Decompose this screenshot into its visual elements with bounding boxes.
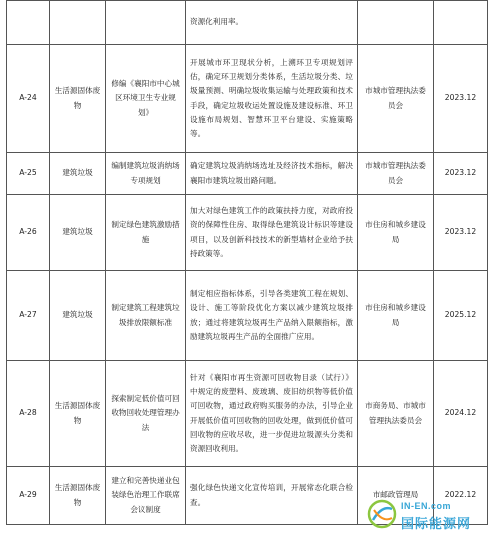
watermark-url: IN-EN.com — [401, 501, 452, 511]
table-row — [7, 361, 488, 467]
row-content: 加大对绿色建筑工作的政策扶持力度，对政府投资的保障性住房、取得绿色建筑设计标识等建设项目，以及创新科技技术的新型墙材企业给予扶持政策等。 — [186, 195, 358, 271]
row-date: 2022.12 — [434, 467, 488, 525]
row-category: 建筑垃圾 — [50, 271, 106, 361]
row-unit — [358, 1, 434, 45]
row-task: 制定建筑工程建筑垃圾排放限额标准 — [106, 271, 186, 361]
row-task — [106, 1, 186, 45]
row-date: 2023.12 — [434, 45, 488, 153]
table-row — [7, 195, 488, 271]
row-id — [7, 1, 50, 45]
row-task: 探索制定低价值可回收物回收处理管理办法 — [106, 361, 186, 467]
row-id: A-26 — [7, 195, 50, 271]
row-content: 资源化利用率。 — [186, 1, 358, 45]
row-unit: 市城市管理执法委员会 — [358, 45, 434, 153]
row-content: 开展城市环卫现状分析，上溯环卫专项规划评估，确定环卫规划分类体系，生活垃圾分类、垃圾量预测、明确垃圾收集运输与处理政策和技术手段，确定垃圾收运处置设施及建设标准、环卫设施布局规划、智慧环卫平台建设、实施策略等。 — [186, 45, 358, 153]
row-id: A-25 — [7, 153, 50, 195]
policy-table — [6, 0, 488, 525]
row-unit: 市住房和城乡建设局 — [358, 271, 434, 361]
row-date: 2024.12 — [434, 361, 488, 467]
row-id: A-27 — [7, 271, 50, 361]
row-category: 生活源固体废物 — [50, 361, 106, 467]
row-date — [434, 1, 488, 45]
row-date: 2023.12 — [434, 153, 488, 195]
row-id: A-29 — [7, 467, 50, 525]
globe-icon — [367, 499, 397, 529]
table-row — [7, 153, 488, 195]
row-content: 确定建筑垃圾消纳场选址及经济技术指标，解决襄阳市建筑垃圾出路问题。 — [186, 153, 358, 195]
row-task: 建立和完善快递业包装绿色治理工作联席会议制度 — [106, 467, 186, 525]
row-category — [50, 1, 106, 45]
row-category: 建筑垃圾 — [50, 153, 106, 195]
row-unit: 市城市管理执法委员会 — [358, 153, 434, 195]
watermark-name: 国际能源网 — [401, 517, 472, 532]
table-row — [7, 1, 488, 45]
row-date: 2023.12 — [434, 195, 488, 271]
row-unit: 市商务局、市城市管理执法委员会 — [358, 361, 434, 467]
row-task: 编制建筑垃圾消纳场专项规划 — [106, 153, 186, 195]
table-row — [7, 271, 488, 361]
row-unit: 市住房和城乡建设局 — [358, 195, 434, 271]
row-unit: 市邮政管理局 — [358, 467, 434, 525]
row-category: 生活源固体废物 — [50, 467, 106, 525]
row-date: 2025.12 — [434, 271, 488, 361]
row-id: A-24 — [7, 45, 50, 153]
row-task: 修编《襄阳市中心城区环境卫生专业规划》 — [106, 45, 186, 153]
table-row — [7, 45, 488, 153]
row-id: A-28 — [7, 361, 50, 467]
row-content: 制定相应指标体系，引导各类建筑工程在规划、设计、施工等阶段优化方案以减少建筑垃圾排放；通过将建筑垃圾再生产品纳入限额指标，激励建筑垃圾再生产品的全面推广应用。 — [186, 271, 358, 361]
row-category: 建筑垃圾 — [50, 195, 106, 271]
row-task: 制定绿色建筑激励措施 — [106, 195, 186, 271]
row-content: 强化绿色快递文化宣传培训，开展常态化联合检查。 — [186, 467, 358, 525]
row-category: 生活源固体废物 — [50, 45, 106, 153]
watermark — [367, 495, 485, 535]
row-content: 针对《襄阳市再生资源可回收物目录（试行）》中规定的废塑料、废玻璃、废旧纺织物等低价值可回收物，通过政府购买服务的办法，引导企业开展低价值可回收物的回收处理，做到低价值可回收物的应收尽收，进一步促进垃圾源头分类和资源回收利用。 — [186, 361, 358, 467]
